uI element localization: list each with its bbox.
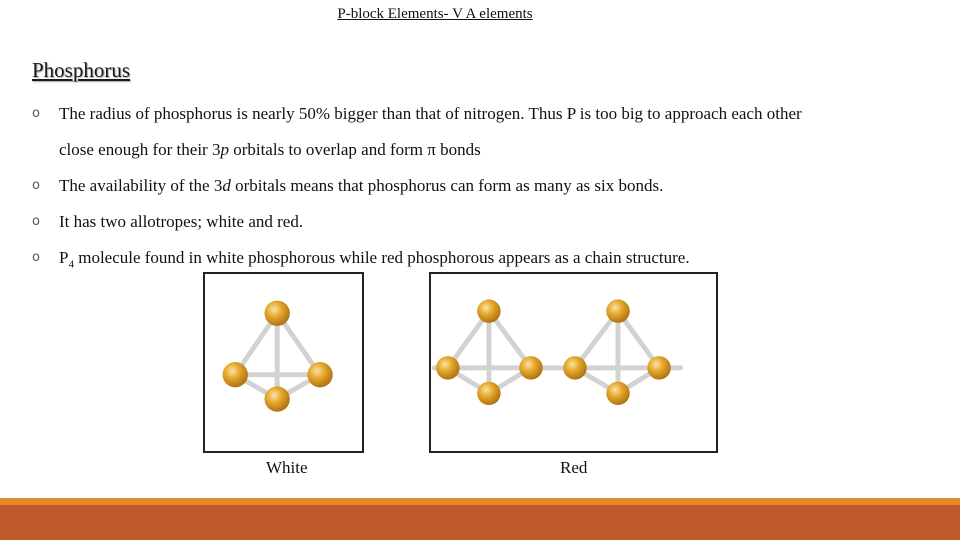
atom-top (264, 301, 289, 326)
bullet-list (32, 96, 942, 276)
bullet-item (32, 240, 942, 276)
bullet-item-continuation (32, 132, 942, 168)
bullet-marker: o (32, 106, 40, 121)
chain-phosphorus-atoms (436, 299, 671, 405)
atom-unit1-right (519, 356, 542, 379)
footer-accent-bar (0, 498, 960, 505)
bullet-text-pre: close enough for their 3 (59, 140, 221, 159)
atom-bottom (264, 386, 289, 411)
atom-unit2-left (563, 356, 586, 379)
footer-bar (0, 505, 960, 540)
page-header-title: P-block Elements- V A elements (337, 6, 533, 22)
bullet-text-pre: The availability of the 3 (59, 176, 223, 195)
bullet-text-post: orbitals to overlap and form π bonds (228, 140, 481, 159)
white-phosphorus-figure (203, 272, 364, 453)
orbital-letter: d (222, 176, 231, 195)
red-phosphorus-figure (429, 272, 718, 453)
bullet-text-post: orbitals means that phosphorus can form as many as six bonds. (230, 176, 664, 195)
section-heading: Phosphorus (32, 58, 131, 82)
bullet-text-post: molecule found in white phosphorous while red phosphorous appears as a chain structure. (73, 248, 690, 267)
bullet-text: The radius of phosphorus is nearly 50% bigger than that of nitrogen. Thus P is too big to approach each other (59, 104, 802, 123)
formula-symbol: P (59, 248, 69, 267)
bullet-item (32, 96, 942, 132)
atom-unit1-bottom (477, 382, 500, 405)
atom-unit2-right (647, 356, 670, 379)
bullet-marker: o (32, 250, 40, 265)
formula-subscript: 4 (68, 258, 74, 271)
red-caption: Red (560, 458, 588, 477)
atom-left (223, 362, 248, 387)
bullet-marker: o (32, 214, 40, 229)
orbital-letter: p (220, 140, 229, 159)
white-phosphorus-molecule (205, 274, 362, 451)
bullet-marker: o (32, 178, 40, 193)
white-caption: White (266, 458, 308, 477)
chain-bond-lines (434, 311, 680, 393)
bond-lines (235, 313, 320, 399)
bullet-item (32, 168, 942, 204)
atom-unit1-left (436, 356, 459, 379)
atom-right (307, 362, 332, 387)
bullet-text: It has two allotropes; white and red. (59, 212, 304, 231)
atom-unit1-top (477, 299, 500, 322)
atom-unit2-top (606, 299, 629, 322)
atom-unit2-bottom (606, 382, 629, 405)
red-phosphorus-chain (431, 274, 716, 451)
bullet-item (32, 204, 942, 240)
